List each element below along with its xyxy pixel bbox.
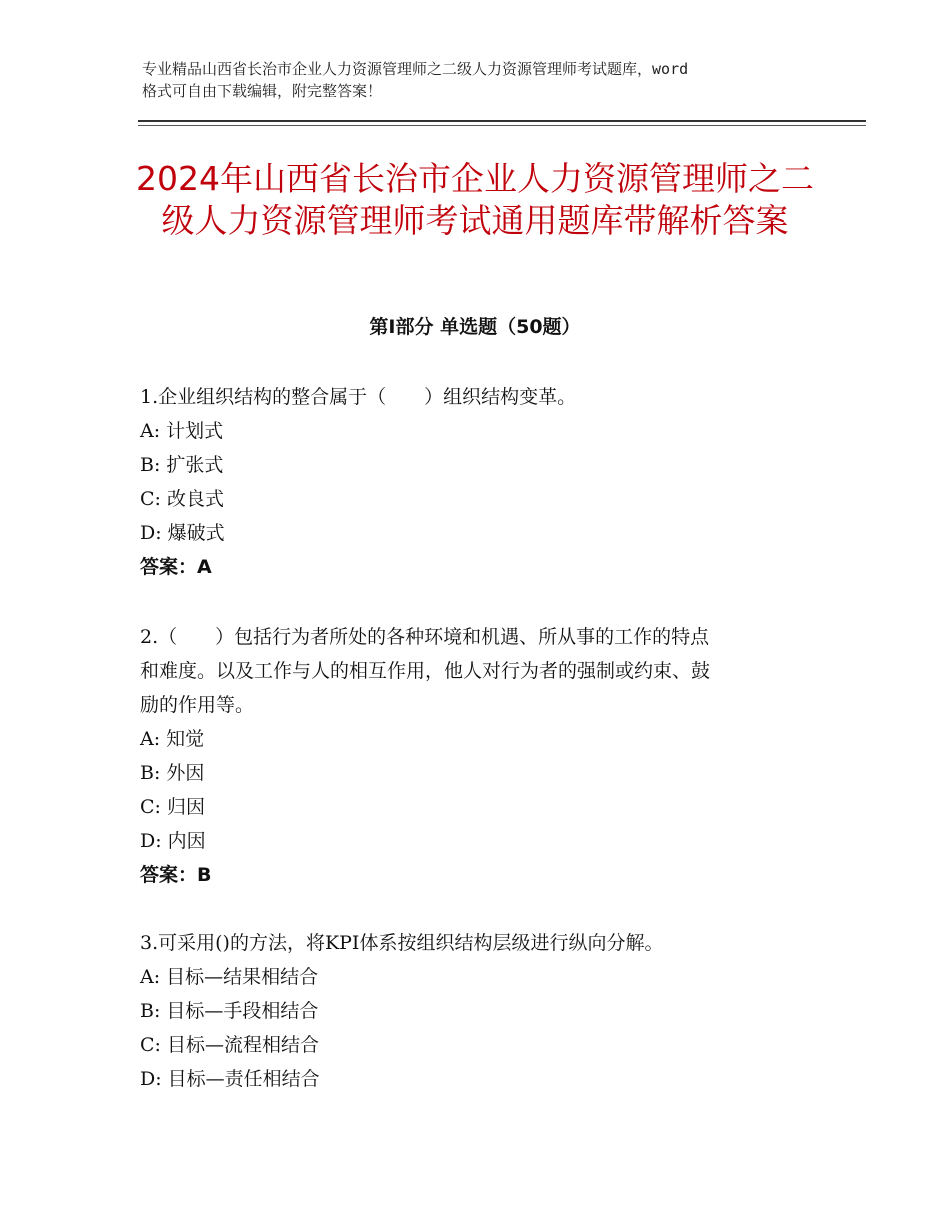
section-title: 第Ⅰ部分 单选题（50题） xyxy=(369,316,581,338)
question-1-option-d: D: 爆破式 xyxy=(140,522,225,544)
header-note-line-1: 专业精品山西省长治市企业人力资源管理师之二级人力资源管理师考试题库，word xyxy=(142,60,689,78)
header-rule-thin xyxy=(138,125,866,126)
header-rule-thick xyxy=(138,120,866,122)
question-2-stem-line-1: 2.（ ）包括行为者所处的各种环境和机遇、所从事的工作的特点 xyxy=(140,626,710,648)
document-title: 2024年山西省长治市企业人力资源管理师之二级人力资源管理师考试通用题库带解析答案 xyxy=(136,159,814,240)
question-2-stem-line-2: 和难度。以及工作与人的相互作用，他人对行为者的强制或约束、鼓 xyxy=(140,660,711,682)
header-note xyxy=(142,58,822,102)
question-3-option-b: B: 目标—手段相结合 xyxy=(140,1000,319,1022)
question-3-option-d: D: 目标—责任相结合 xyxy=(140,1068,320,1090)
question-1-answer: 答案：A xyxy=(140,556,212,578)
question-3-option-a: A: 目标—结果相结合 xyxy=(140,966,319,988)
question-1-option-b: B: 扩张式 xyxy=(140,454,224,476)
question-2-option-c: C: 归因 xyxy=(140,796,205,818)
question-2-answer: 答案：B xyxy=(140,864,212,886)
question-2-option-b: B: 外因 xyxy=(140,762,205,784)
question-2-stem-line-3: 励的作用等。 xyxy=(140,694,255,716)
question-1-stem: 1.企业组织结构的整合属于（ ）组织结构变革。 xyxy=(140,386,577,408)
question-2-option-a: A: 知觉 xyxy=(140,728,205,750)
question-3-option-c: C: 目标—流程相结合 xyxy=(140,1034,319,1056)
header-note-line-2: 格式可自由下载编辑，附完整答案！ xyxy=(142,82,383,100)
question-3-stem: 3.可采用()的方法，将KPI体系按组织结构层级进行纵向分解。 xyxy=(140,932,664,954)
question-1-option-a: A: 计划式 xyxy=(140,420,224,442)
question-1-option-c: C: 改良式 xyxy=(140,488,224,510)
question-2-option-d: D: 内因 xyxy=(140,830,206,852)
